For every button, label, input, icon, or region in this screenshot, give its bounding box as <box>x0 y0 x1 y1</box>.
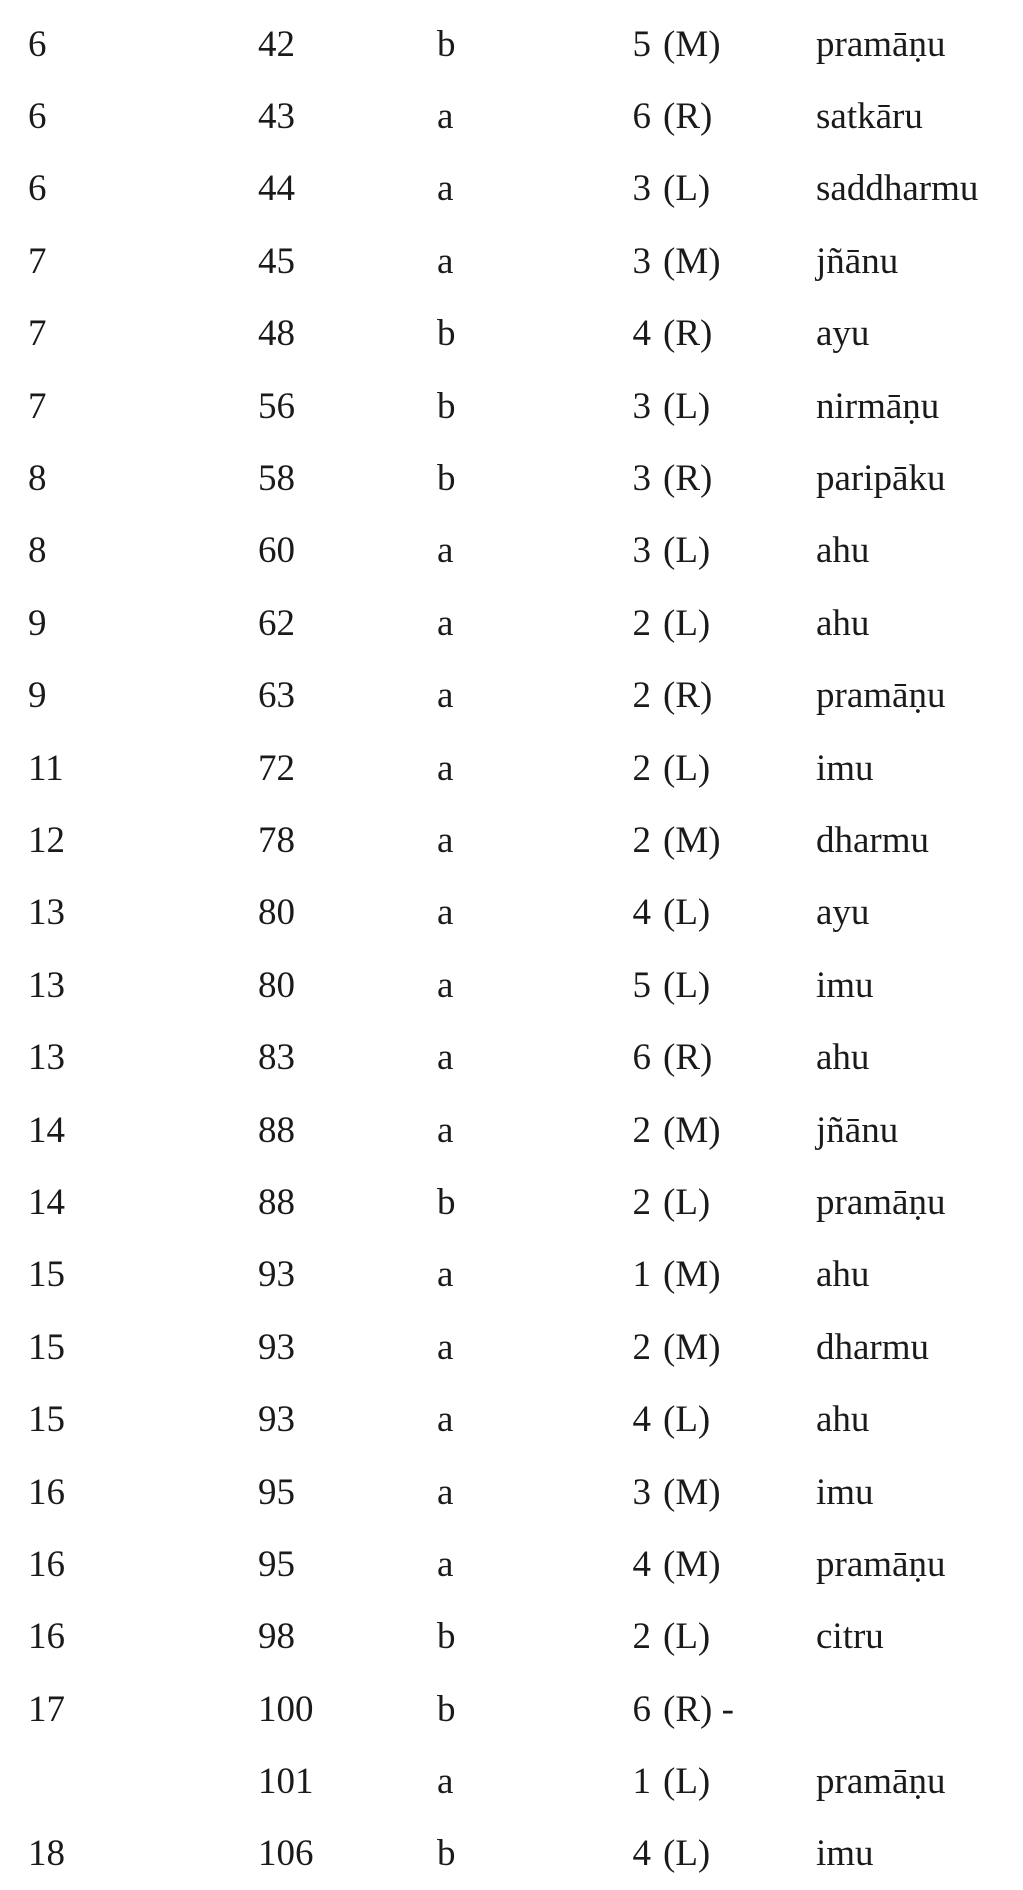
page-cell: 45 <box>258 240 295 282</box>
page-cell: 80 <box>258 892 295 934</box>
line-position: (L) <box>663 1181 711 1223</box>
table-row <box>0 1528 1023 1600</box>
line-position: (M) <box>663 1471 721 1513</box>
table-row <box>0 515 1023 587</box>
line-number: 6 <box>632 96 651 138</box>
folio-cell: 12 <box>28 819 65 861</box>
side-cell: b <box>437 23 456 65</box>
line-position: (L) <box>663 1616 711 1658</box>
line-number: 2 <box>632 675 651 717</box>
page-cell: 100 <box>258 1688 314 1730</box>
table-row <box>0 949 1023 1021</box>
page-cell: 88 <box>258 1109 295 1151</box>
folio-cell: 16 <box>28 1616 65 1658</box>
line-position: (M) <box>663 1109 721 1151</box>
side-cell: b <box>437 385 456 427</box>
line-position-cell <box>624 660 816 732</box>
page-cell: 78 <box>258 819 295 861</box>
folio-cell: 15 <box>28 1326 65 1368</box>
page-cell: 101 <box>258 1761 314 1803</box>
line-number: 1 <box>632 1761 651 1803</box>
page-cell: 106 <box>258 1833 314 1875</box>
line-number: 3 <box>632 458 651 500</box>
side-cell: a <box>437 168 454 210</box>
side-cell: a <box>437 602 454 644</box>
page-cell: 56 <box>258 385 295 427</box>
line-position-cell <box>624 1456 816 1528</box>
line-position: (M) <box>663 819 721 861</box>
side-cell: a <box>437 1761 454 1803</box>
word-cell: dharmu <box>816 1326 930 1368</box>
table-row <box>0 587 1023 659</box>
line-position-cell <box>624 1528 816 1600</box>
line-position: (M) <box>663 1543 721 1585</box>
line-position: (L) <box>663 1399 711 1441</box>
table-row <box>0 1021 1023 1093</box>
page-cell: 48 <box>258 313 295 355</box>
folio-cell: 8 <box>28 458 47 500</box>
table-row <box>0 1745 1023 1817</box>
side-cell: b <box>437 1616 456 1658</box>
line-position-cell <box>624 515 816 587</box>
line-position-cell <box>624 153 816 225</box>
table-row <box>0 732 1023 804</box>
line-number: 1 <box>632 1254 651 1296</box>
line-position: (R) <box>663 675 713 717</box>
table-row <box>0 1239 1023 1311</box>
line-number: 2 <box>632 1616 651 1658</box>
word-cell: pramāṇu <box>816 1543 946 1585</box>
page-cell: 95 <box>258 1543 295 1585</box>
line-position-cell <box>624 877 816 949</box>
table-row <box>0 1383 1023 1455</box>
folio-cell: 13 <box>28 964 65 1006</box>
side-cell: a <box>437 675 454 717</box>
word-cell: imu <box>816 747 874 789</box>
table-row <box>0 298 1023 370</box>
page-cell: 58 <box>258 458 295 500</box>
word-cell: saddharmu <box>816 168 979 210</box>
folio-cell: 9 <box>28 675 47 717</box>
word-cell: pramāṇu <box>816 1181 946 1223</box>
page-cell: 88 <box>258 1181 295 1223</box>
line-number: 4 <box>632 1833 651 1875</box>
line-position: (L) <box>663 168 711 210</box>
word-cell: ahu <box>816 530 870 572</box>
table-row <box>0 153 1023 225</box>
page-cell: 80 <box>258 964 295 1006</box>
folio-cell: 6 <box>28 168 47 210</box>
word-cell: imu <box>816 1833 874 1875</box>
line-position: (L) <box>663 1833 711 1875</box>
line-number: 3 <box>632 385 651 427</box>
line-number: 2 <box>632 1181 651 1223</box>
folio-cell: 11 <box>28 747 64 789</box>
word-cell: satkāru <box>816 96 923 138</box>
line-position-cell <box>624 732 816 804</box>
folio-cell: 6 <box>28 96 47 138</box>
line-number: 4 <box>632 1399 651 1441</box>
folio-cell: 8 <box>28 530 47 572</box>
page-cell: 72 <box>258 747 295 789</box>
folio-cell: 16 <box>28 1543 65 1585</box>
line-position: (M) <box>663 240 721 282</box>
line-position-cell <box>624 298 816 370</box>
word-cell: ahu <box>816 1254 870 1296</box>
side-cell: a <box>437 530 454 572</box>
line-position: (R) <box>663 96 713 138</box>
table-row <box>0 442 1023 514</box>
folio-cell: 7 <box>28 313 47 355</box>
word-cell: imu <box>816 964 874 1006</box>
line-position-cell <box>624 587 816 659</box>
page-cell: 93 <box>258 1399 295 1441</box>
folio-cell: 6 <box>28 23 47 65</box>
line-number: 2 <box>632 747 651 789</box>
folio-cell: 16 <box>28 1471 65 1513</box>
line-position: (L) <box>663 1761 711 1803</box>
line-number: 5 <box>632 23 651 65</box>
page-cell: 98 <box>258 1616 295 1658</box>
line-number: 4 <box>632 892 651 934</box>
reference-table-body <box>0 8 1023 1890</box>
word-cell: ayu <box>816 313 870 355</box>
word-cell: jñānu <box>816 1109 899 1151</box>
line-position-cell <box>624 1818 816 1890</box>
side-cell: a <box>437 96 454 138</box>
folio-cell: 13 <box>28 1037 65 1079</box>
side-cell: a <box>437 1543 454 1585</box>
line-position-cell <box>624 1094 816 1166</box>
line-position-cell <box>624 949 816 1021</box>
table-row <box>0 1166 1023 1238</box>
line-position-cell <box>624 1383 816 1455</box>
line-position-cell <box>624 1239 816 1311</box>
page-cell: 42 <box>258 23 295 65</box>
side-cell: b <box>437 313 456 355</box>
word-cell: ayu <box>816 892 870 934</box>
line-position-cell <box>624 1311 816 1383</box>
side-cell: a <box>437 1109 454 1151</box>
line-position-cell <box>624 370 816 442</box>
side-cell: a <box>437 964 454 1006</box>
line-number: 6 <box>632 1037 651 1079</box>
table-row <box>0 1456 1023 1528</box>
side-cell: a <box>437 240 454 282</box>
line-position: (R) <box>663 458 713 500</box>
side-cell: a <box>437 747 454 789</box>
line-position: (R) <box>663 1037 713 1079</box>
side-cell: b <box>437 1181 456 1223</box>
line-position: (L) <box>663 892 711 934</box>
line-number: 5 <box>632 964 651 1006</box>
line-position-cell <box>624 1021 816 1093</box>
line-position: (R) - <box>663 1688 734 1730</box>
word-cell: ahu <box>816 1037 870 1079</box>
table-row <box>0 1818 1023 1890</box>
side-cell: a <box>437 1471 454 1513</box>
folio-cell: 13 <box>28 892 65 934</box>
line-number: 2 <box>632 1326 651 1368</box>
line-number: 2 <box>632 1109 651 1151</box>
page-cell: 44 <box>258 168 295 210</box>
page-cell: 43 <box>258 96 295 138</box>
line-position-cell <box>624 1745 816 1817</box>
line-number: 3 <box>632 240 651 282</box>
table-row <box>0 804 1023 876</box>
table-row <box>0 370 1023 442</box>
side-cell: a <box>437 1399 454 1441</box>
line-position-cell <box>624 1601 816 1673</box>
page-cell: 63 <box>258 675 295 717</box>
line-position: (L) <box>663 747 711 789</box>
folio-cell: 7 <box>28 240 47 282</box>
word-cell: citru <box>816 1616 884 1658</box>
line-position-cell <box>624 1166 816 1238</box>
word-cell: pramāṇu <box>816 675 946 717</box>
line-number: 4 <box>632 313 651 355</box>
line-position: (L) <box>663 964 711 1006</box>
table-row <box>0 1673 1023 1745</box>
folio-cell: 15 <box>28 1399 65 1441</box>
line-position: (L) <box>663 530 711 572</box>
line-number: 2 <box>632 602 651 644</box>
line-position: (M) <box>663 23 721 65</box>
line-position-cell <box>624 442 816 514</box>
side-cell: a <box>437 819 454 861</box>
folio-cell: 14 <box>28 1109 65 1151</box>
page-cell: 93 <box>258 1326 295 1368</box>
page-cell: 95 <box>258 1471 295 1513</box>
line-number: 6 <box>632 1688 651 1730</box>
table-row <box>0 877 1023 949</box>
page-cell: 60 <box>258 530 295 572</box>
table-row <box>0 660 1023 732</box>
line-position-cell <box>624 1673 816 1745</box>
line-position: (M) <box>663 1254 721 1296</box>
line-position-cell <box>624 8 816 80</box>
line-position: (L) <box>663 385 711 427</box>
side-cell: a <box>437 1326 454 1368</box>
page-cell: 83 <box>258 1037 295 1079</box>
side-cell: b <box>437 1833 456 1875</box>
table-row <box>0 8 1023 80</box>
word-cell: nirmāṇu <box>816 385 940 427</box>
line-position-cell <box>624 804 816 876</box>
word-cell: imu <box>816 1471 874 1513</box>
reference-table <box>0 8 1023 1890</box>
page-cell: 93 <box>258 1254 295 1296</box>
table-row <box>0 1311 1023 1383</box>
side-cell: b <box>437 458 456 500</box>
folio-cell: 17 <box>28 1688 65 1730</box>
line-position: (M) <box>663 1326 721 1368</box>
line-number: 4 <box>632 1543 651 1585</box>
folio-cell: 15 <box>28 1254 65 1296</box>
side-cell: b <box>437 1688 456 1730</box>
table-row <box>0 1094 1023 1166</box>
word-cell: dharmu <box>816 819 930 861</box>
line-position: (R) <box>663 313 713 355</box>
folio-cell <box>0 1745 258 1817</box>
folio-cell: 18 <box>28 1833 65 1875</box>
side-cell: a <box>437 892 454 934</box>
side-cell: a <box>437 1254 454 1296</box>
word-cell: ahu <box>816 602 870 644</box>
line-number: 3 <box>632 530 651 572</box>
word-cell: paripāku <box>816 458 946 500</box>
table-row <box>0 225 1023 297</box>
folio-cell: 14 <box>28 1181 65 1223</box>
table-row <box>0 1601 1023 1673</box>
folio-cell: 9 <box>28 602 47 644</box>
word-cell: pramāṇu <box>816 23 946 65</box>
line-position-cell <box>624 80 816 152</box>
table-row <box>0 80 1023 152</box>
line-position-cell <box>624 225 816 297</box>
word-cell: pramāṇu <box>816 1761 946 1803</box>
word-cell <box>816 1673 1023 1745</box>
side-cell: a <box>437 1037 454 1079</box>
page-cell: 62 <box>258 602 295 644</box>
folio-cell: 7 <box>28 385 47 427</box>
word-cell: jñānu <box>816 240 899 282</box>
word-cell: ahu <box>816 1399 870 1441</box>
line-number: 3 <box>632 168 651 210</box>
line-number: 3 <box>632 1471 651 1513</box>
line-number: 2 <box>632 819 651 861</box>
line-position: (L) <box>663 602 711 644</box>
